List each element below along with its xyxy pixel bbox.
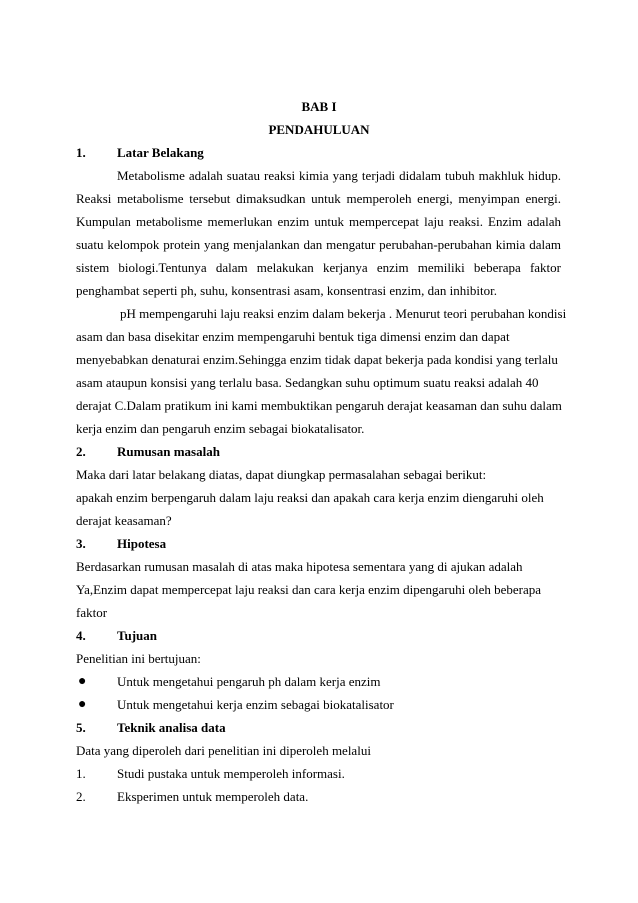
paragraph-line: asam ataupun konsisi yang terlalu basa. Sedangkan suhu optimum suatu reaksi adalah 40: [76, 375, 539, 390]
section-1-number: 1.: [76, 145, 86, 160]
chapter-label: BAB I: [301, 99, 337, 114]
paragraph-line: menyebabkan denaturai enzim.Sehingga enzim tidak dapat bekerja pada kondisi yang terlalu: [76, 352, 558, 367]
paragraph-line: sistem biologi.Tentunya dalam melakukan kerjanya enzim memiliki beberapa faktor: [76, 260, 561, 275]
paragraph-line: Data yang diperoleh dari penelitian ini diperoleh melalui: [76, 743, 371, 758]
list-item-number: 1.: [76, 766, 86, 781]
list-item: Eksperimen untuk memperoleh data.: [117, 789, 309, 804]
paragraph-line: apakah enzim berpengaruh dalam laju reaksi dan apakah cara kerja enzim diengaruhi oleh: [76, 490, 544, 505]
section-3-heading: Hipotesa: [117, 536, 167, 551]
paragraph-line: suatu kelompok protein yang menjalankan dan mengatur perubahan-perubahan kimia dalam: [76, 237, 561, 252]
section-4-heading: Tujuan: [117, 628, 157, 643]
paragraph-line: pH mempengaruhi laju reaksi enzim dalam bekerja . Menurut teori perubahan kondisi: [120, 306, 567, 321]
section-2-heading: Rumusan masalah: [117, 444, 220, 459]
bullet-icon: ●: [78, 697, 87, 712]
list-item-number: 2.: [76, 789, 86, 804]
list-item: Untuk mengetahui kerja enzim sebagai biokatalisator: [117, 697, 394, 712]
paragraph-line: Ya,Enzim dapat mempercepat laju reaksi dan cara kerja enzim dipengaruhi oleh beberapa: [76, 582, 542, 597]
paragraph-line: Kumpulan metabolisme memerlukan enzim untuk mempercepat laju reaksi. Enzim adalah: [76, 214, 561, 229]
section-5-heading: Teknik analisa data: [117, 720, 226, 735]
paragraph-line: kerja enzim dan pengaruh enzim sebagai biokatalisator.: [76, 421, 365, 436]
section-2-number: 2.: [76, 444, 86, 459]
paragraph-line: derajat keasaman?: [76, 513, 172, 528]
paragraph-line: faktor: [76, 605, 108, 620]
paragraph-line: Reaksi metabolisme tersebut dimaksudkan untuk memperoleh energi, menyimpan energi.: [76, 191, 561, 206]
section-1-heading: Latar Belakang: [117, 145, 204, 160]
paragraph-line: asam dan basa disekitar enzim mempengaruhi bentuk tiga dimensi enzim dan dapat: [76, 329, 510, 344]
bullet-icon: ●: [78, 674, 87, 689]
section-3-number: 3.: [76, 536, 86, 551]
paragraph-line: derajat C.Dalam pratikum ini kami membuktikan pengaruh derajat keasaman dan suhu dalam: [76, 398, 562, 413]
paragraph-line: Maka dari latar belakang diatas, dapat diungkap permasalahan sebagai berikut:: [76, 467, 487, 482]
paragraph-line: Berdasarkan rumusan masalah di atas maka hipotesa sementara yang di ajukan adalah: [76, 559, 523, 574]
section-5-number: 5.: [76, 720, 86, 735]
section-4-number: 4.: [76, 628, 86, 643]
paragraph-line: penghambat seperti ph, suhu, konsentrasi asam, konsentrasi enzim, dan inhibitor.: [76, 283, 497, 298]
list-item: Untuk mengetahui pengaruh ph dalam kerja enzim: [117, 674, 381, 689]
paragraph-line: Metabolisme adalah suatau reaksi kimia yang terjadi didalam tubuh makhluk hidup.: [117, 168, 561, 183]
chapter-title: PENDAHULUAN: [268, 122, 370, 137]
paragraph-line: Penelitian ini bertujuan:: [76, 651, 201, 666]
list-item: Studi pustaka untuk memperoleh informasi.: [117, 766, 345, 781]
